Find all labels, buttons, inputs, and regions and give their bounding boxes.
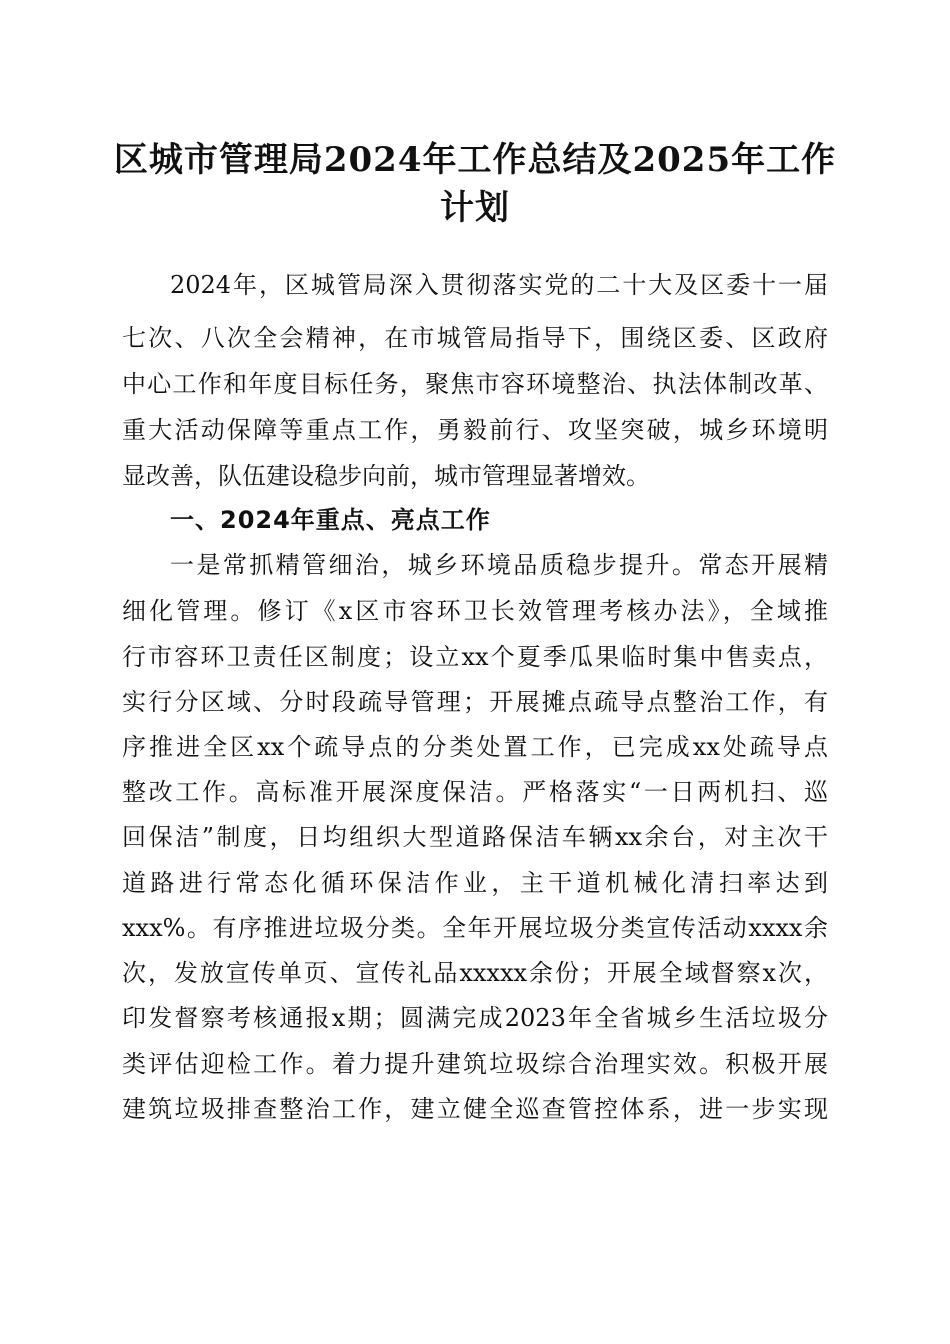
paragraph-line: 行市容环卫责任区制度；设立xx个夏季瓜果临时集中售卖点， <box>122 643 828 671</box>
paragraph-line: 次，发放宣传单页、宣传礼品xxxxx余份；开展全域督察x次， <box>122 959 828 987</box>
paragraph-line: 回保洁”制度，日均组织大型道路保洁车辆xx余台，对主次干 <box>122 823 828 851</box>
paragraph-line: 实行分区域、分时段疏导管理；开展摊点疏导点整治工作，有 <box>122 688 828 716</box>
paragraph-line: xxx%。有序推进垃圾分类。全年开展垃圾分类宣传活动xxxx余 <box>122 914 828 942</box>
document-title-line-1: 区城市管理局2024年工作总结及2025年工作 <box>113 140 837 180</box>
paragraph-line: 一是常抓精管细治，城乡环境品质稳步提升。常态开展精 <box>170 551 828 579</box>
paragraph-line: 道路进行常态化循环保洁作业，主干道机械化清扫率达到 <box>122 869 828 897</box>
document-title-line-2: 计划 <box>440 188 510 228</box>
paragraph-line: 印发督察考核通报x期；圆满完成2023年全省城乡生活垃圾分 <box>122 1004 828 1032</box>
paragraph-line: 2024年，区城管局深入贯彻落实党的二十大及区委十一届 <box>170 271 828 299</box>
paragraph-line: 类评估迎检工作。着力提升建筑垃圾综合治理实效。积极开展 <box>122 1050 828 1078</box>
section-heading: 一、2024年重点、亮点工作 <box>170 506 491 534</box>
paragraph-line: 序推进全区xx个疏导点的分类处置工作，已完成xx处疏导点 <box>122 733 828 761</box>
paragraph-line: 显改善，队伍建设稳步向前，城市管理显著增效。 <box>122 462 650 490</box>
paragraph-line: 细化管理。修订《x区市容环卫长效管理考核办法》，全域推 <box>122 597 828 625</box>
paragraph-line: 中心工作和年度目标任务，聚焦市容环境整治、执法体制改革、 <box>122 370 828 398</box>
paragraph-line: 建筑垃圾排查整治工作，建立健全巡查管控体系，进一步实现 <box>122 1095 828 1123</box>
paragraph-line: 重大活动保障等重点工作，勇毅前行、攻坚突破，城乡环境明 <box>122 416 828 444</box>
paragraph-line: 整改工作。高标准开展深度保洁。严格落实“一日两机扫、巡 <box>122 778 828 806</box>
paragraph-line: 七次、八次全会精神，在市城管局指导下，围绕区委、区政府 <box>122 324 828 352</box>
